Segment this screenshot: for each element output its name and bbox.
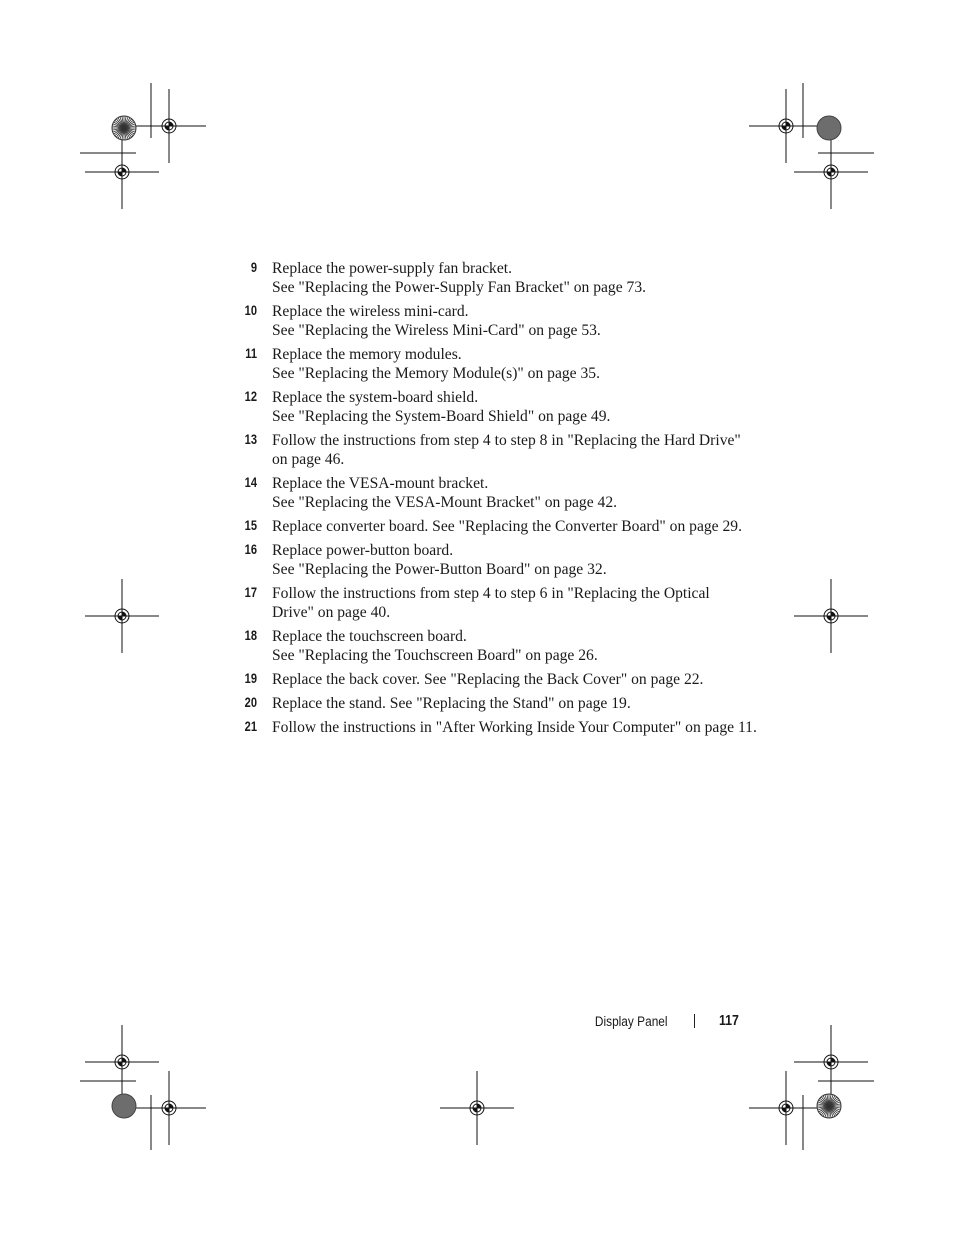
step-text: Replace the stand. See "Replacing the Stand" on page 19. xyxy=(272,695,631,712)
step-number: 13 xyxy=(244,432,257,447)
step-text: Replace the power-supply fan bracket. xyxy=(272,260,512,277)
step-number: 17 xyxy=(244,585,257,600)
step-text: Replace power-button board. xyxy=(272,542,454,559)
grey-target-icon xyxy=(817,116,841,140)
step-item xyxy=(232,388,752,426)
step-text: See "Replacing the Touchscreen Board" on page 26. xyxy=(272,647,598,664)
page-number: 117 xyxy=(718,1013,739,1029)
step-text: See "Replacing the Memory Module(s)" on page 35. xyxy=(272,365,600,382)
starburst-target-icon xyxy=(112,116,136,140)
registration-mark-icon xyxy=(85,1025,159,1099)
step-text: See "Replacing the Power-Button Board" on page 32. xyxy=(272,561,607,578)
step-text: Replace the touchscreen board. xyxy=(272,628,467,645)
step-text: Replace the back cover. See "Replacing the Back Cover" on page 22. xyxy=(272,671,704,688)
step-item xyxy=(232,345,752,383)
step-item xyxy=(232,259,752,297)
page-footer xyxy=(585,1013,742,1029)
step-text: on page 46. xyxy=(272,451,345,468)
registration-mark-icon xyxy=(132,89,206,163)
registration-mark-icon xyxy=(440,1071,514,1145)
step-number: 19 xyxy=(244,671,257,686)
step-text: See "Replacing the Power-Supply Fan Bracket" on page 73. xyxy=(272,279,647,296)
step-number: 16 xyxy=(244,542,257,557)
step-item xyxy=(232,718,757,737)
step-item xyxy=(232,670,752,689)
step-number: 11 xyxy=(245,346,257,361)
step-text: Replace the system-board shield. xyxy=(272,389,479,406)
grey-target-icon xyxy=(112,1094,136,1118)
registration-mark-icon xyxy=(794,579,868,653)
step-list xyxy=(232,259,757,742)
step-text: See "Replacing the System-Board Shield" on page 49. xyxy=(272,408,611,425)
step-text: See "Replacing the Wireless Mini-Card" on page 53. xyxy=(272,322,601,339)
registration-mark-icon xyxy=(794,135,868,209)
step-item xyxy=(232,474,752,512)
step-number: 15 xyxy=(244,518,257,533)
step-item xyxy=(232,431,752,469)
step-text: Follow the instructions from step 4 to step 8 in "Replacing the Hard Drive" xyxy=(272,432,741,449)
starburst-target-icon xyxy=(817,1094,841,1118)
step-item xyxy=(232,302,752,340)
step-number: 18 xyxy=(244,628,257,643)
footer-section-title: Display Panel xyxy=(594,1013,668,1029)
registration-mark-icon xyxy=(749,1071,823,1145)
registration-mark-icon xyxy=(85,135,159,209)
step-number: 12 xyxy=(244,389,257,404)
step-item xyxy=(232,627,752,665)
step-text: Replace converter board. See "Replacing the Converter Board" on page 29. xyxy=(272,518,742,535)
step-item xyxy=(232,584,752,622)
footer-divider xyxy=(694,1014,695,1028)
step-number: 9 xyxy=(250,260,257,275)
step-text: See "Replacing the VESA-Mount Bracket" on page 42. xyxy=(272,494,618,511)
step-text: Replace the VESA-mount bracket. xyxy=(272,475,489,492)
step-text: Drive" on page 40. xyxy=(272,604,391,621)
step-number: 20 xyxy=(244,695,257,710)
step-item xyxy=(232,694,752,713)
step-number: 14 xyxy=(244,475,257,490)
step-number: 10 xyxy=(244,303,257,318)
step-text: Replace the wireless mini-card. xyxy=(272,303,469,320)
step-text: Replace the memory modules. xyxy=(272,346,462,363)
registration-mark-icon xyxy=(794,1025,868,1099)
step-item xyxy=(232,541,752,579)
registration-mark-icon xyxy=(749,89,823,163)
registration-mark-icon xyxy=(132,1071,206,1145)
step-item xyxy=(232,517,752,536)
step-text: Follow the instructions in "After Working Inside Your Computer" on page 11. xyxy=(272,719,757,736)
step-text: Follow the instructions from step 4 to step 6 in "Replacing the Optical xyxy=(272,585,710,602)
registration-mark-icon xyxy=(85,579,159,653)
step-number: 21 xyxy=(244,719,257,734)
